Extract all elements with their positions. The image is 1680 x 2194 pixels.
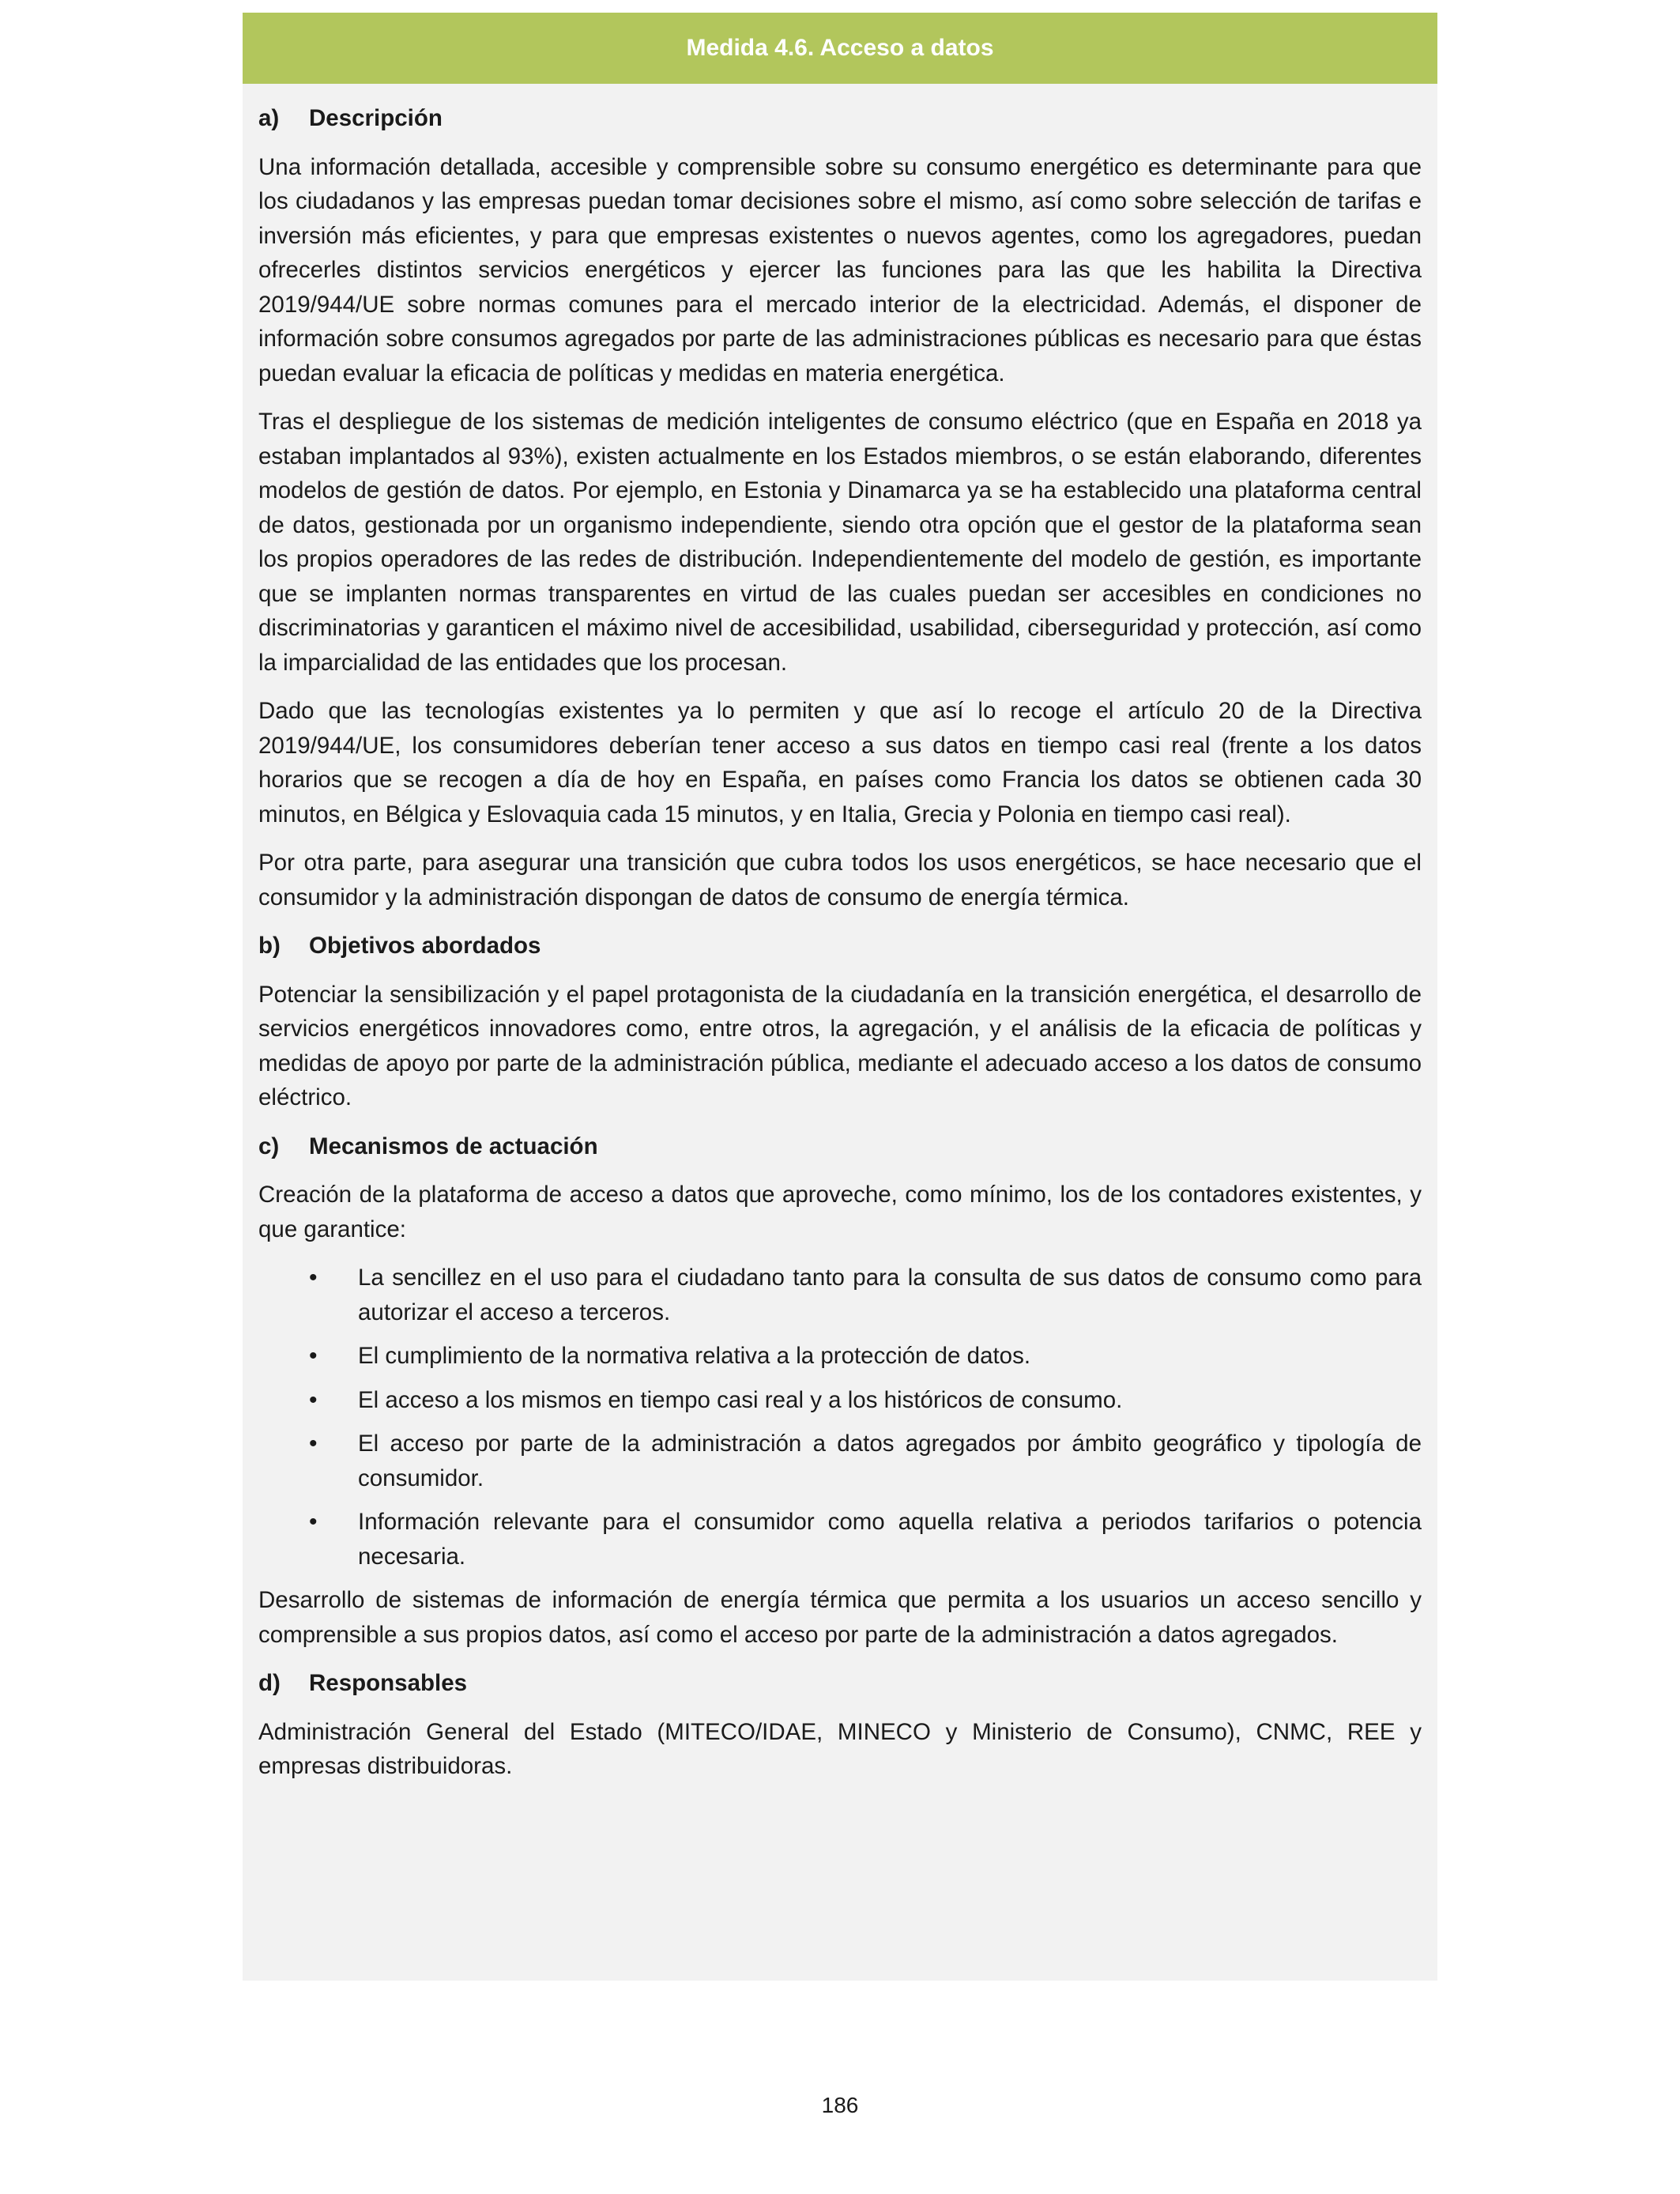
list-item — [258, 1427, 1422, 1495]
list-item-text: El cumplimiento de la normativa relativa a la protección de datos. — [358, 1343, 1031, 1369]
bullet-icon: • — [309, 1343, 318, 1369]
paragraph: Tras el despliegue de los sistemas de medición inteligentes de consumo eléctrico (que en España en 2018 ya estaban implantados al 93%), existen actualmente en los Estados miembros, o se están elaborando, diferentes modelos de gestión de datos. Por ejemplo, en Estonia y Dinamarca ya se ha establecido una plataforma central de datos, gestionada por un organismo independiente, siendo otra opción que el gestor de la plataforma sean los propios operadores de las redes de distribución. Independientemente del modelo de gestión, es importante que se implanten normas transparentes en virtud de las cuales puedan ser accesibles en condiciones no discriminatorias y garanticen el máximo nivel de accesibilidad, usabilidad, ciberseguridad y protección, así como la imparcialidad de las entidades que los procesan. — [258, 409, 1422, 676]
bullet-icon: • — [309, 1509, 318, 1535]
paragraph: Por otra parte, para asegurar una transición que cubra todos los usos energéticos, se hace necesario que el consumidor y la administración dispongan de datos de consumo de energía térmica. — [258, 850, 1422, 910]
paragraph: Potenciar la sensibilización y el papel protagonista de la ciudadanía en la transición energética, el desarrollo de servicios energéticos innovadores como, entre otros, la agregación, y el análisis de la eficacia de políticas y medidas de apoyo por parte de la administración pública, mediante el adecuado acceso a los datos de consumo eléctrico. — [258, 981, 1422, 1110]
list-item — [258, 1261, 1422, 1329]
measure-title: Medida 4.6. Acceso a datos — [686, 35, 994, 61]
bullet-icon: • — [309, 1386, 318, 1413]
section-letter: d) — [258, 1670, 281, 1696]
section-title: Objetivos abordados — [309, 933, 541, 959]
section-c-heading — [258, 1129, 1422, 1164]
list-item — [258, 1383, 1422, 1418]
bullet-icon: • — [309, 1265, 318, 1291]
list-item — [258, 1505, 1422, 1574]
page-number: 186 — [821, 2093, 859, 2117]
measure-header — [243, 13, 1437, 84]
list-item-text: El acceso por parte de la administración a datos agregados por ámbito geográfico y tipología de consumidor. — [358, 1431, 1422, 1491]
paragraph: Dado que las tecnologías existentes ya lo permiten y que así lo recoge el artículo 20 de la Directiva 2019/944/UE, los consumidores deberían tener acceso a sus datos en tiempo casi real (frente a los datos horarios que se recogen a día de hoy en España, en países como Francia los datos se obtienen cada 30 minutos, en Bélgica y Eslovaquia cada 15 minutos, y en Italia, Grecia y Polonia en tiempo casi real). — [258, 698, 1422, 827]
section-letter: a) — [258, 105, 280, 131]
section-title: Responsables — [309, 1670, 468, 1696]
section-letter: b) — [258, 933, 281, 959]
measure-box — [243, 13, 1437, 1981]
bullet-icon: • — [309, 1431, 318, 1457]
paragraph: Administración General del Estado (MITECO/IDAE, MINECO y Ministerio de Consumo), CNMC, REE y empresas distribuidoras. — [258, 1718, 1422, 1779]
section-b-heading — [258, 929, 1422, 963]
section-letter: c) — [258, 1133, 280, 1159]
bullet-list — [258, 1261, 1422, 1574]
paragraph: Una información detallada, accesible y comprensible sobre su consumo energético es determinante para que los ciudadanos y las empresas puedan tomar decisiones sobre el mismo, así como sobre selección de tarifas e inversión más eficientes, y para que empresas existentes o nuevos agentes, como los agregadores, puedan ofrecerles distintos servicios energéticos y ejercer las funciones para las que les habilita la Directiva 2019/944/UE sobre normas comunes para el mercado interior de la electricidad. Además, el disponer de información sobre consumos agregados por parte de las administraciones públicas es necesario para que éstas puedan evaluar la eficacia de políticas y medidas en materia energética. — [258, 153, 1422, 386]
section-title: Descripción — [309, 105, 443, 131]
list-item-text: El acceso a los mismos en tiempo casi real y a los históricos de consumo. — [358, 1386, 1123, 1413]
measure-content — [243, 84, 1437, 1784]
list-item — [258, 1339, 1422, 1374]
section-d-heading — [258, 1666, 1422, 1701]
list-item-text: La sencillez en el uso para el ciudadano tanto para la consulta de sus datos de consumo como para autorizar el acceso a terceros. — [358, 1265, 1422, 1325]
paragraph: Desarrollo de sistemas de información de energía térmica que permita a los usuarios un acceso sencillo y comprensible a sus propios datos, así como el acceso por parte de la administración a datos agregados. — [258, 1587, 1422, 1648]
paragraph: Creación de la plataforma de acceso a datos que aproveche, como mínimo, los de los contadores existentes, y que garantice: — [258, 1182, 1422, 1242]
list-item-text: Información relevante para el consumidor como aquella relativa a periodos tarifarios o potencia necesaria. — [358, 1509, 1422, 1570]
section-a-heading — [258, 101, 1422, 136]
section-title: Mecanismos de actuación — [309, 1133, 598, 1159]
